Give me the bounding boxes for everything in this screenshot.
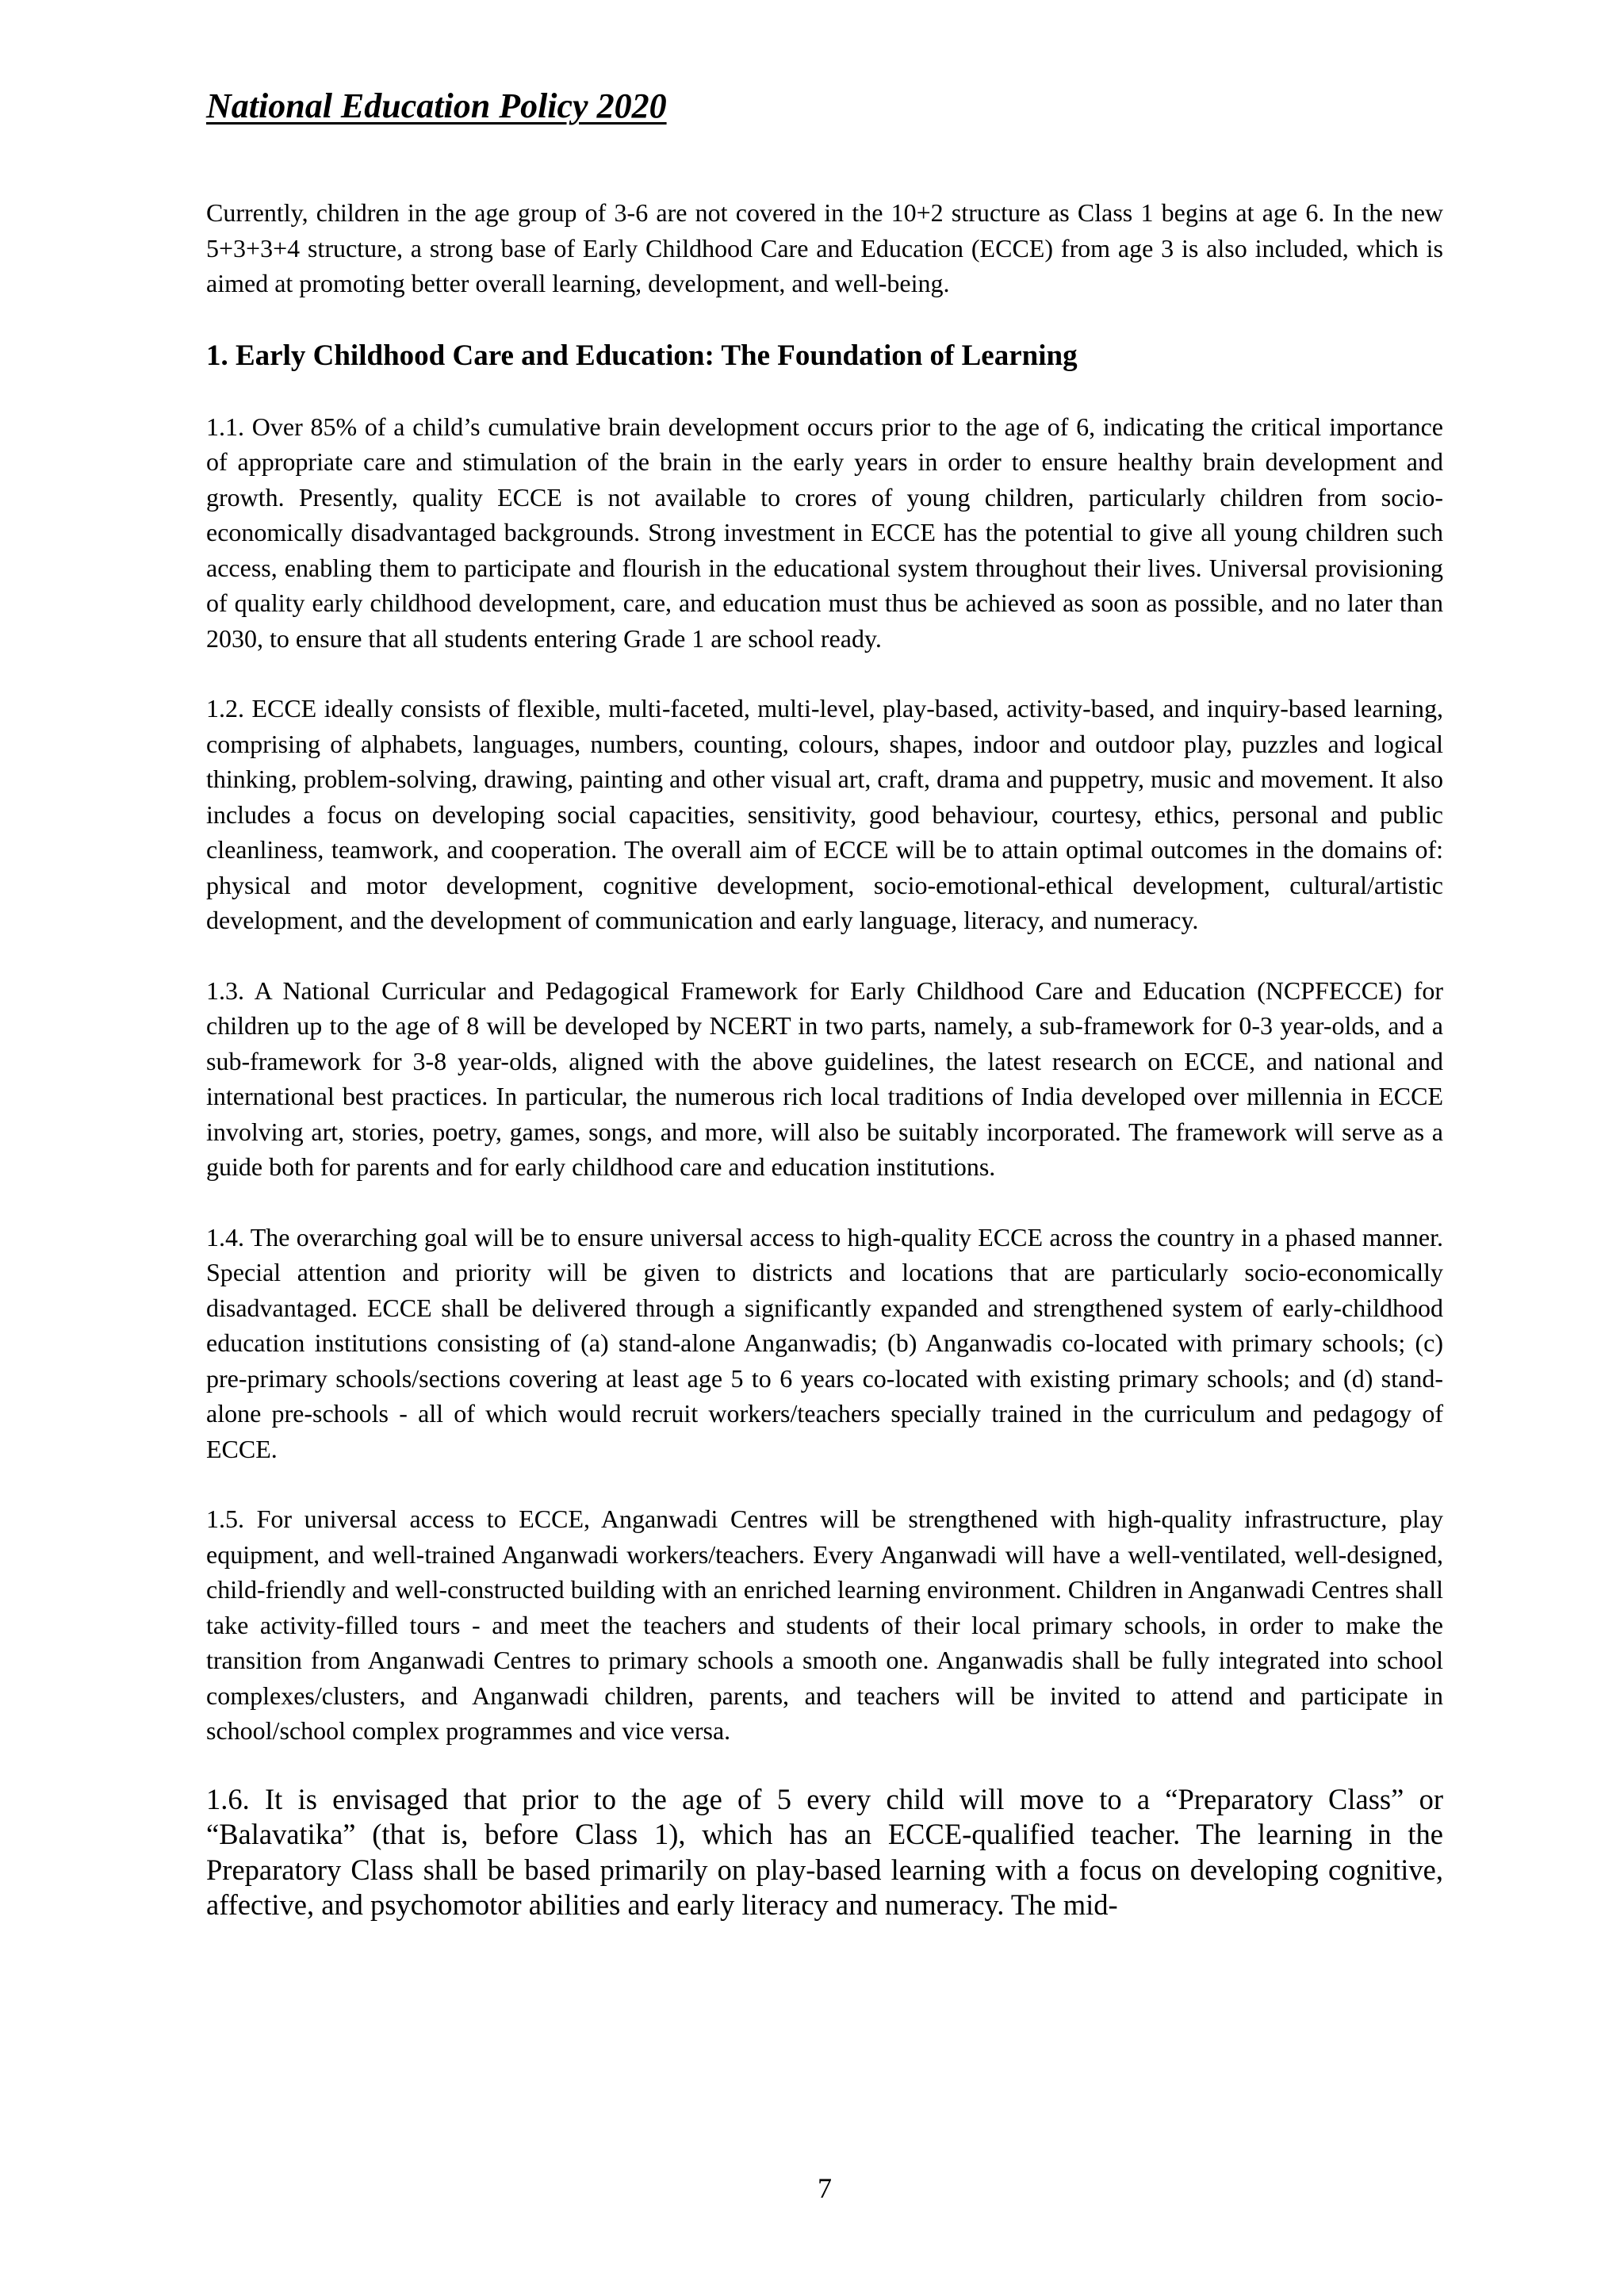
document-page (206, 0, 1443, 2296)
intro-paragraph: Currently, children in the age group of 3-6 are not covered in the 10+2 structure as Class 1 begins at age 6. In the new 5+3+3+4 structure, a strong base of Early Childhood Care and Education (ECCE) from age 3 is also included, which is aimed at promoting better overall learning, development, and well-being. (206, 198, 1443, 297)
paragraph-1-6: 1.6. It is envisaged that prior to the age of 5 every child will move to a “Preparatory Class” or “Balavatika” (that is, before Class 1), which has an ECCE-qualified teacher. The learning in the Preparatory Class shall be based primarily on play-based learning with a focus on developing cognitive, affective, and psychomotor abilities and early literacy and numeracy. The mid- (206, 1782, 1443, 1921)
paragraph-1-5: 1.5. For universal access to ECCE, Anganwadi Centres will be strengthened with high-quality infrastructure, play equipment, and well-trained Anganwadi workers/teachers. Every Anganwadi will have a well-ventilated, well-designed, child-friendly and well-constructed building with an enriched learning environment. Children in Anganwadi Centres shall take activity-filled tours - and meet the teachers and students of their local primary schools, in order to make the transition from Anganwadi Centres to primary schools a smooth one. Anganwadis shall be fully integrated into school complexes/clusters, and Anganwadi children, parents, and teachers will be invited to attend and participate in school/school complex programmes and vice versa. (206, 1504, 1443, 1745)
paragraph-1-4: 1.4. The overarching goal will be to ensure universal access to high-quality ECCE across the country in a phased manner. Special attention and priority will be given to districts and locations that are particularly socio-economically disadvantaged. ECCE shall be delivered through a significantly expanded and strengthened system of early-childhood education institutions consisting of (a) stand-alone Anganwadis; (b) Anganwadis co-located with primary schools; (c) pre-primary schools/sections covering at least age 5 to 6 years co-located with existing primary schools; and (d) stand-alone pre-schools - all of which would recruit workers/teachers specially trained in the curriculum and pedagogy of ECCE. (206, 1222, 1443, 1463)
running-header: National Education Policy 2020 (206, 86, 667, 125)
page-number: 7 (818, 2172, 832, 2204)
paragraph-1-3: 1.3. A National Curricular and Pedagogical Framework for Early Childhood Care and Education (NCPFECCE) for children up to the age of 8 will be developed by NCERT in two parts, namely, a sub-framework for 0-3 year-olds, and a sub-framework for 3-8 year-olds, aligned with the above guidelines, the latest research on ECCE, and national and international best practices. In particular, the numerous rich local traditions of India developed over millennia in ECCE involving art, stories, poetry, games, songs, and more, will also be suitably incorporated. The framework will serve as a guide both for parents and for early childhood care and education institutions. (206, 976, 1443, 1181)
paragraph-1-1: 1.1. Over 85% of a child’s cumulative brain development occurs prior to the age of 6, indicating the critical importance of appropriate care and stimulation of the brain in the early years in order to ensure healthy brain development and growth. Presently, quality ECCE is not available to crores of young children, particularly children from socio-economically disadvantaged backgrounds. Strong investment in ECCE has the potential to give all young children such access, enabling them to participate and flourish in the educational system throughout their lives. Universal provisioning of quality early childhood development, care, and education must thus be achieved as soon as possible, and no later than 2030, to ensure that all students entering Grade 1 are school ready. (206, 412, 1443, 653)
page-content (206, 195, 1443, 1958)
section-heading: 1. Early Childhood Care and Education: The Foundation of Learning (206, 339, 1078, 372)
paragraph-1-2: 1.2. ECCE ideally consists of flexible, multi-faceted, multi-level, play-based, activity-based, and inquiry-based learning, comprising of alphabets, languages, numbers, counting, colours, shapes, indoor and outdoor play, puzzles and logical thinking, problem-solving, drawing, painting and other visual art, craft, drama and puppetry, music and movement. It also includes a focus on developing social capacities, sensitivity, good behaviour, courtesy, ethics, personal and public cleanliness, teamwork, and cooperation. The overall aim of ECCE will be to attain optimal outcomes in the domains of: physical and motor development, cognitive development, socio-emotional-ethical development, cultural/artistic development, and the development of communication and early language, literacy, and numeracy. (206, 694, 1443, 934)
